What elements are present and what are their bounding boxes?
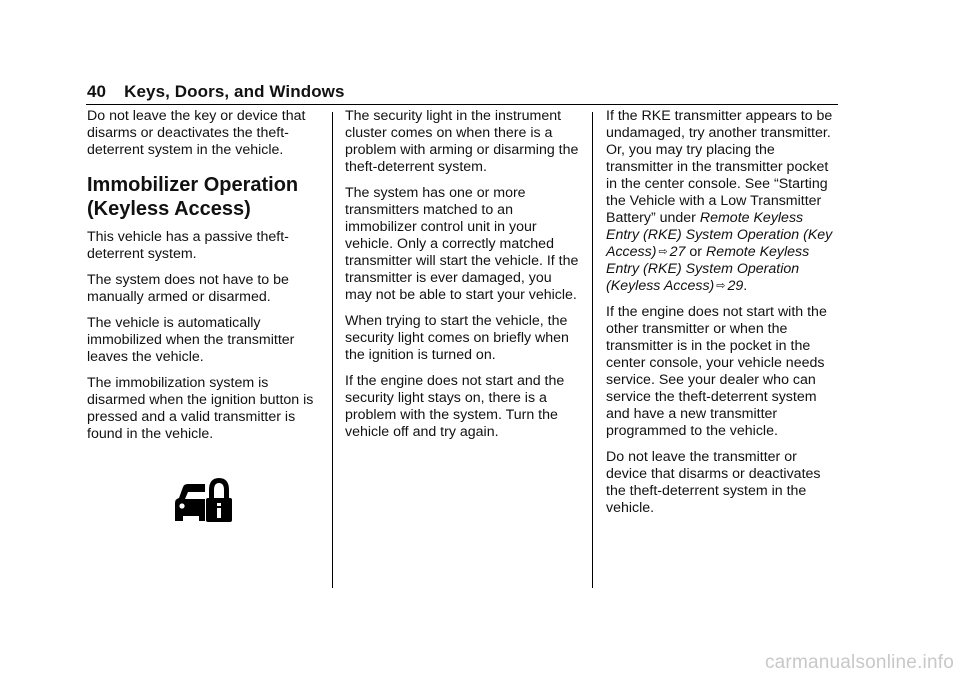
paragraph: The system has one or more transmitters matched to an immobilizer control unit in your vehicle. Only a correctly matched transmitter will start the vehicle. If the transmitter is ever damaged, you may not be able to start your vehicle. <box>345 185 579 303</box>
header-rule <box>86 104 838 105</box>
paragraph: Do not leave the transmitter or device that disarms or deactivates the theft-deterrent system in the vehicle. <box>606 449 821 516</box>
section-heading: Immobilizer Operation (Keyless Access) <box>87 174 299 220</box>
security-light-icon <box>171 473 325 530</box>
cross-reference-link[interactable]: Remote Keyless Entry (RKE) System Operation (Key Access) <box>606 210 833 260</box>
paragraph: The vehicle is automatically immobilized when the transmitter leaves the vehicle. <box>87 315 295 365</box>
column-divider-2 <box>592 112 593 588</box>
paragraph-text: . <box>743 278 748 294</box>
page-header <box>87 82 345 102</box>
section-title: Keys, Doors, and Windows <box>124 82 345 101</box>
paragraph: When trying to start the vehicle, the security light comes on briefly when the ignition is turned on. <box>345 313 569 363</box>
watermark: carmanualsonline.info <box>764 652 954 673</box>
column-2 <box>345 108 581 450</box>
paragraph: If the engine does not start with the other transmitter or when the transmitter is in the pocket in the center console, your vehicle needs service. See your dealer who can service the theft-deterrent system and have a new transmitter programmed to the vehicle. <box>606 304 827 439</box>
paragraph <box>606 108 840 295</box>
paragraph: The security light in the instrument cluster comes on when there is a problem with arming or disarming the theft-deterrent system. <box>345 108 579 175</box>
paragraph: Do not leave the key or device that disarms or deactivates the theft-deterrent system in the vehicle. <box>87 108 306 158</box>
paragraph: This vehicle has a passive theft-deterrent system. <box>87 229 289 262</box>
paragraph: The immobilization system is disarmed when the ignition button is pressed and a valid transmitter is found in the vehicle. <box>87 375 314 442</box>
paragraph: The system does not have to be manually armed or disarmed. <box>87 272 289 305</box>
cross-reference-link[interactable]: Remote Keyless Entry (RKE) System Operation (Keyless Access) <box>606 244 810 294</box>
column-divider-1 <box>332 112 333 588</box>
page-reference[interactable]: 27 <box>669 244 686 260</box>
page-number: 40 <box>87 82 107 101</box>
page-reference[interactable]: 29 <box>727 278 744 294</box>
page-reference-arrow-icon: ⇨ <box>716 280 726 292</box>
paragraph: If the engine does not start and the security light stays on, there is a problem with the system. Turn the vehicle off and try again. <box>345 373 565 440</box>
page-reference-arrow-icon: ⇨ <box>658 246 668 258</box>
paragraph-text: If the RKE transmitter appears to be undamaged, try another transmitter. Or, you may try placing the transmitter in the transmitter pocket in the center console. See “Starting the Vehicle with a Low Transmitter Battery” under <box>606 108 833 226</box>
column-1 <box>87 108 325 530</box>
paragraph-text: or <box>685 244 706 260</box>
column-3 <box>606 108 840 526</box>
